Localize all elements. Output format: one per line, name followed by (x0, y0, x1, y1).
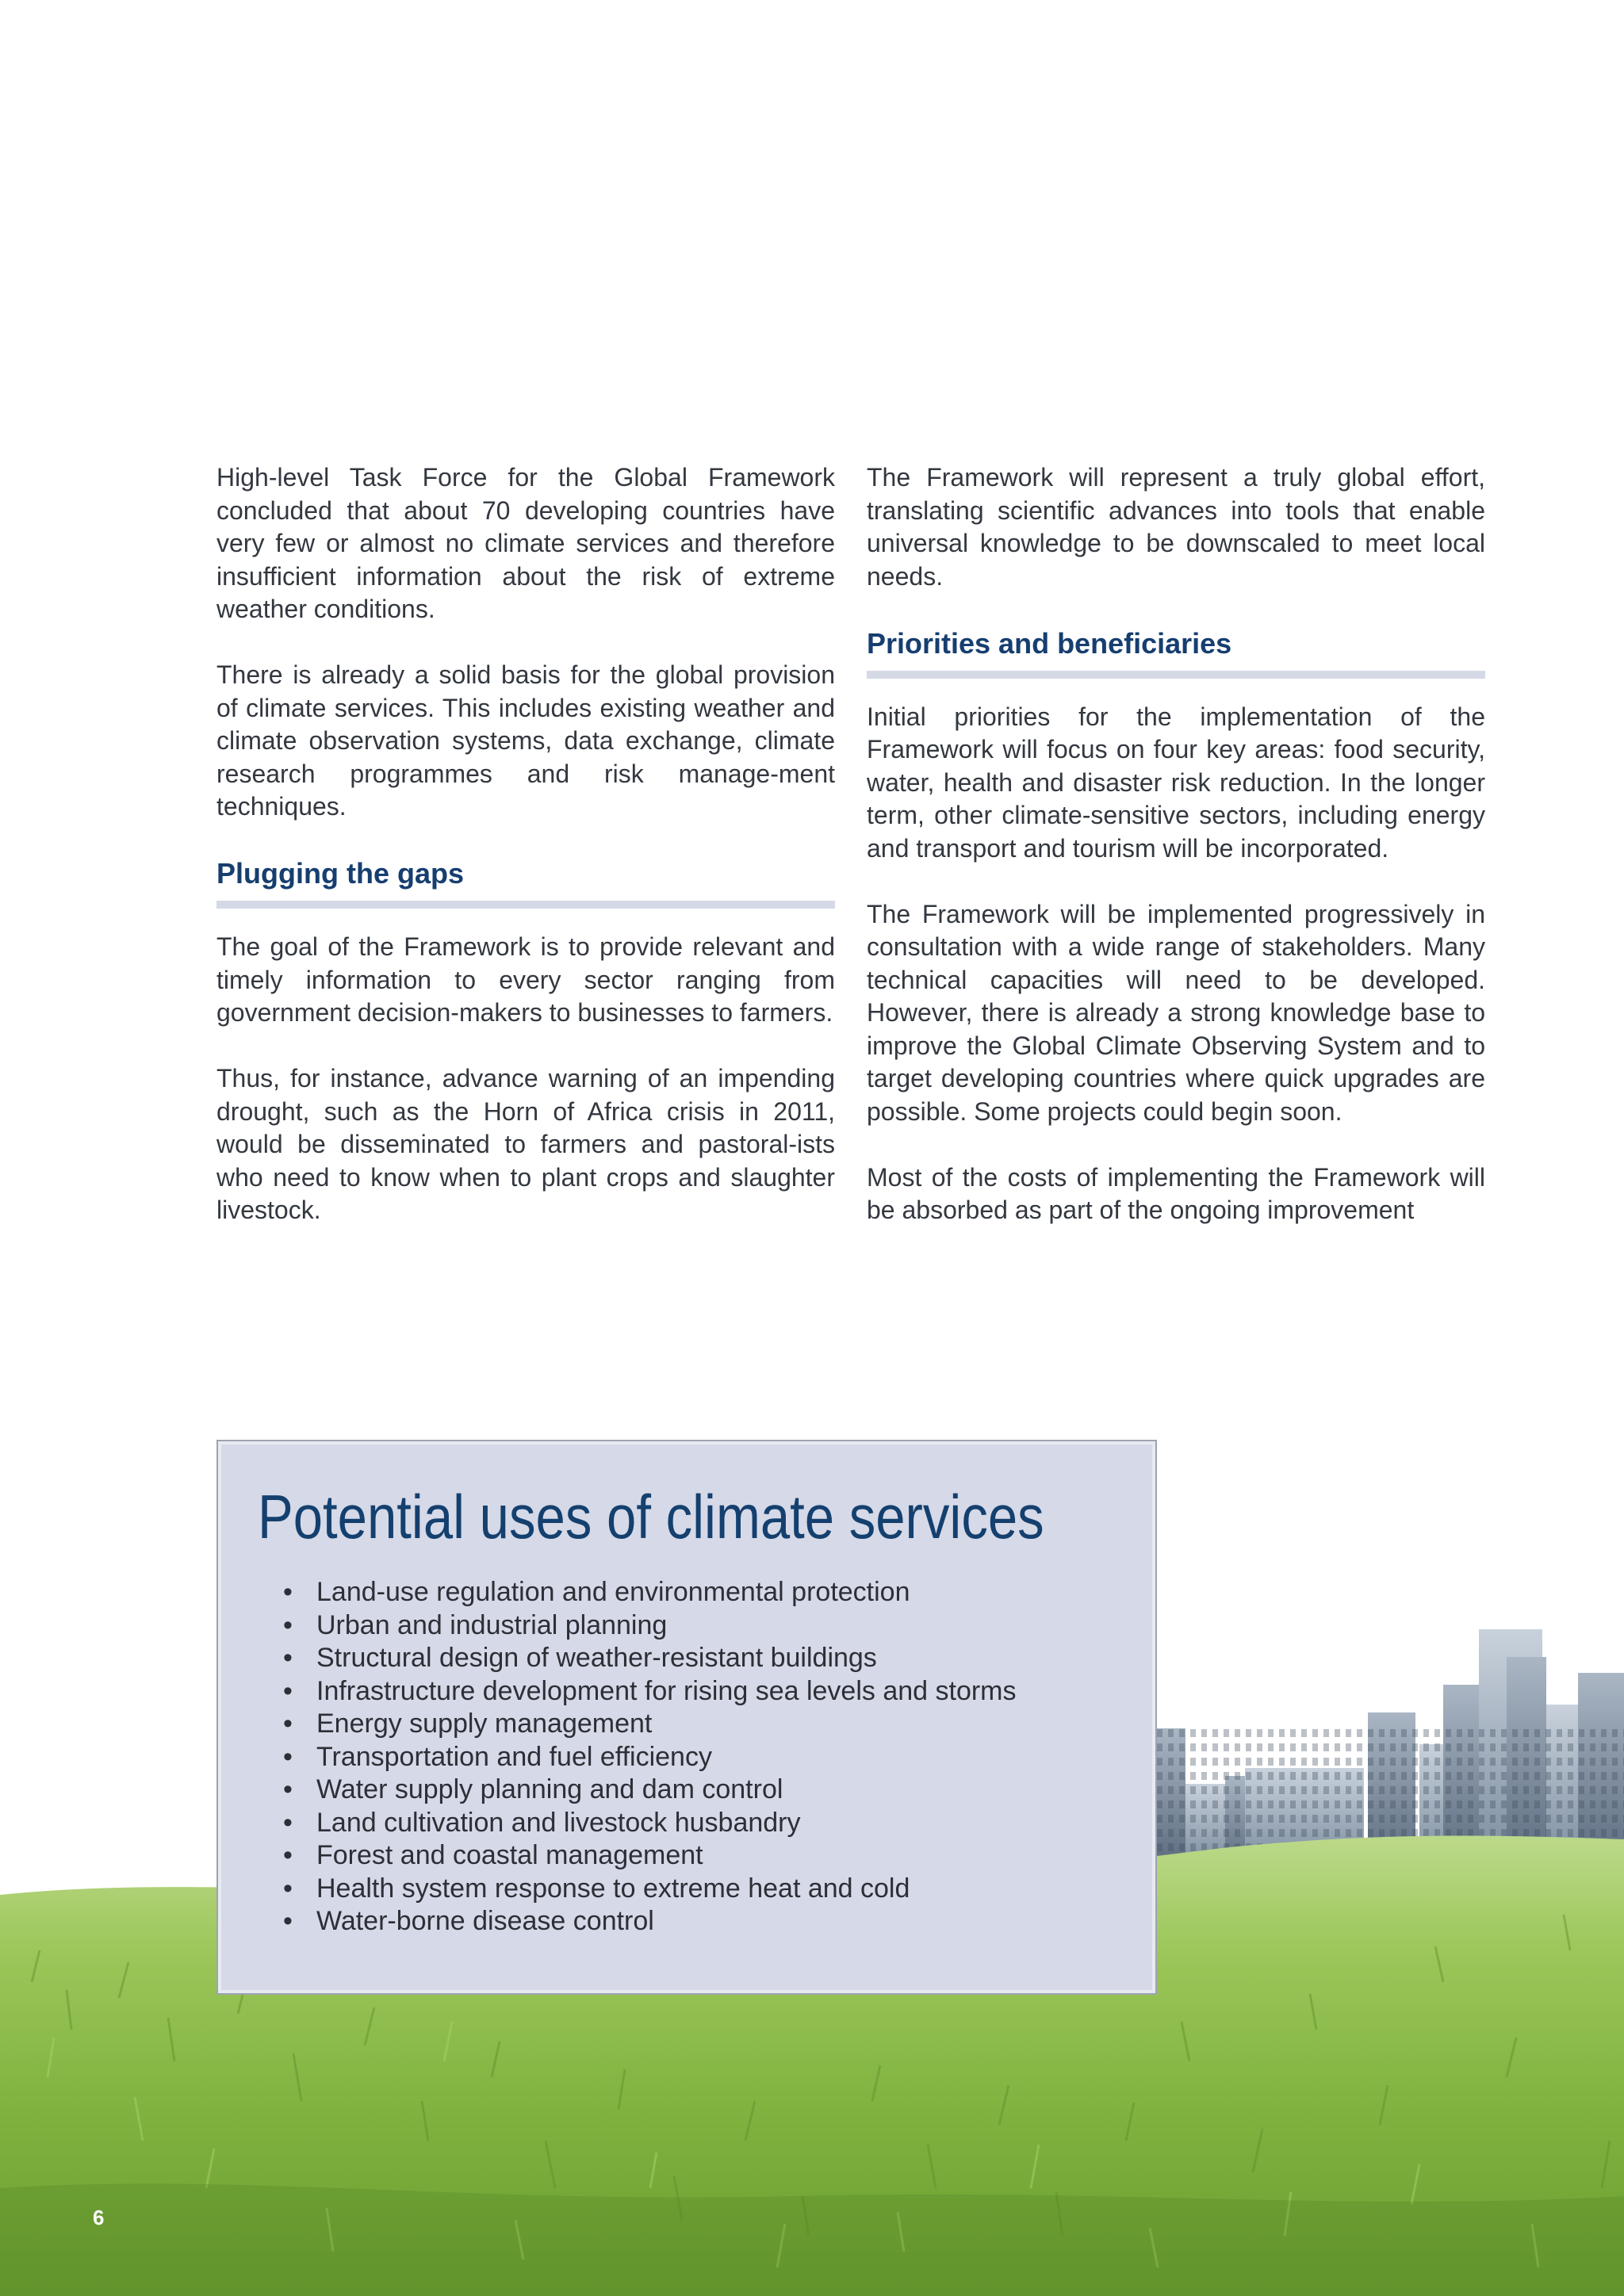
right-column (867, 461, 1485, 1260)
bullet-icon: • (283, 1675, 293, 1706)
bullet-icon: • (283, 1807, 293, 1838)
left-column (216, 461, 835, 1260)
bullet-icon: • (283, 1709, 293, 1739)
bullet-icon: • (283, 1774, 293, 1804)
left-paragraph-4: Thus, for instance, advance warning of an impending drought, such as the Horn of Africa crisis in 2011, would be disseminated to farmers and pastoral-ists who need to know when to plant crops and slaughter livestock. (216, 1064, 835, 1224)
section-heading-priorities: Priorities and beneficiaries (867, 626, 1485, 679)
bullet-icon: • (283, 1873, 293, 1904)
left-paragraph-1: High-level Task Force for the Global Framework concluded that about 70 developing countries have very few or almost no climate services and therefore insufficient information about the risk of extreme weather conditions. (216, 463, 835, 623)
bullet-icon: • (283, 1643, 293, 1673)
box-title: Potential uses of climate services (258, 1482, 1044, 1552)
list-item: • Infrastructure development for rising sea levels and storms (316, 1675, 1017, 1709)
right-paragraph-1: The Framework will represent a truly global effort, translating scientific advances into tools that enable universal knowledge to be downscaled to meet local needs. (867, 463, 1485, 591)
list-item: • Water supply planning and dam control (316, 1774, 1017, 1807)
list-item: • Water-borne disease control (316, 1905, 1017, 1938)
list-item: • Transportation and fuel efficiency (316, 1741, 1017, 1774)
page-number: 6 (93, 2206, 105, 2229)
list-item: • Forest and coastal management (316, 1839, 1017, 1873)
list-item: • Structural design of weather-resistant buildings (316, 1642, 1017, 1675)
left-paragraph-2: There is already a solid basis for the global provision of climate services. This includes existing weather and climate observation systems, data exchange, climate research programmes and risk manage-ment techniques. (216, 660, 835, 821)
bullet-icon: • (283, 1577, 293, 1607)
city-skyline (1154, 1629, 1624, 1863)
list-item: • Land cultivation and livestock husbandry (316, 1807, 1017, 1840)
bullet-icon: • (283, 1741, 293, 1772)
right-paragraph-2: Initial priorities for the implementation of the Framework will focus on four key areas: food security, water, health and disaster risk reduction. In the longer term, other climate-sensitive sectors, including energy and transport and tourism will be incorporated. (867, 702, 1485, 863)
right-paragraph-3: The Framework will be implemented progressively in consultation with a wide range of stakeholders. Many technical capacities will need to be developed. However, there is already a strong knowledge base to improve the Global Climate Observing System and to target developing countries where quick upgrades are possible. Some projects could begin soon. (867, 899, 1485, 1126)
list-item: • Health system response to extreme heat and cold (316, 1873, 1017, 1906)
list-item: • Urban and industrial planning (316, 1609, 1017, 1643)
left-paragraph-3: The goal of the Framework is to provide relevant and timely information to every sector ranging from government decision-makers to businesses to farmers. (216, 932, 835, 1027)
right-paragraph-4: Most of the costs of implementing the Framework will be absorbed as part of the ongoing improvement (867, 1162, 1485, 1224)
bullet-icon: • (283, 1609, 293, 1640)
uses-list (283, 1576, 1017, 1938)
bullet-icon: • (283, 1840, 293, 1870)
potential-uses-box (216, 1440, 1157, 1995)
list-item: • Energy supply management (316, 1708, 1017, 1741)
list-item: • Land-use regulation and environmental protection (316, 1576, 1017, 1609)
bullet-icon: • (283, 1906, 293, 1936)
section-heading-plugging-the-gaps: Plugging the gaps (216, 856, 835, 909)
